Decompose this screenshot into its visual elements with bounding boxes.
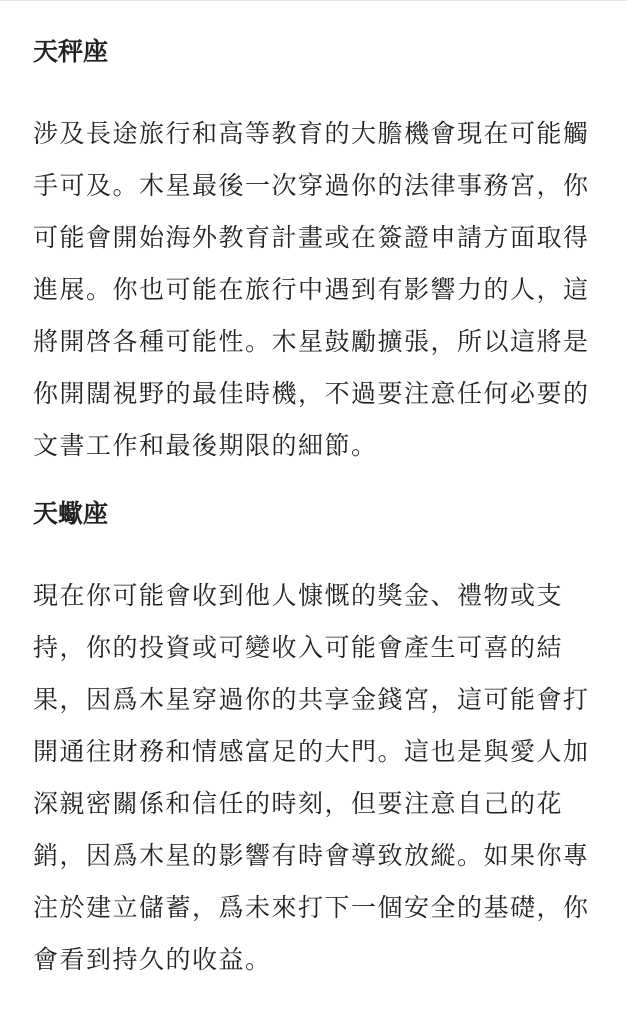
section-body-libra: 涉及長途旅行和高等教育的大膽機會現在可能觸手可及。木星最後一次穿過你的法律事務宮，你可能會開始海外教育計畫或在簽證申請方面取得進展。你也可能在旅行中遇到有影響力的人，這將開啓各種可能性。木星鼓勵擴張，所以這將是你開闊視野的最佳時機，不過要注意任何必要的文書工作和最後期限的細節。	[33, 119, 590, 460]
section-heading-libra: 天秤座	[33, 37, 109, 66]
section-heading-scorpio: 天蠍座	[33, 499, 109, 528]
article-content	[33, 30, 599, 986]
section-body-scorpio: 現在你可能會收到他人慷慨的獎金、禮物或支持，你的投資或可變收入可能會產生可喜的結果，因爲木星穿過你的共享金錢宮，這可能會打開通往財務和情感富足的大門。這也是與愛人加深親密關係和信任的時刻，但要注意自己的花銷，因爲木星的影響有時會導致放縱。如果你專注於建立儲蓄，爲未來打下一個安全的基礎，你會看到持久的收益。	[33, 581, 590, 974]
libra-section	[33, 30, 599, 472]
top-divider	[0, 0, 627, 1]
scorpio-section	[33, 492, 599, 986]
